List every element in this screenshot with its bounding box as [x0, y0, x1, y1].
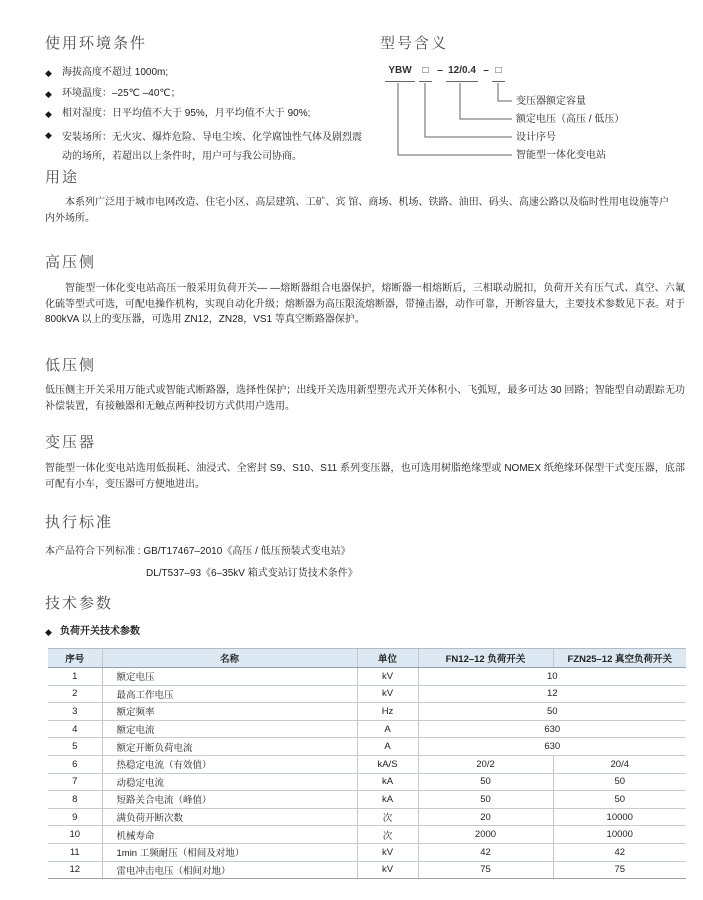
transformer-section-title: 变压器 [45, 434, 97, 451]
usage-paragraph: 本系列广泛用于城市电网改造、住宅小区、高层建筑、工矿、宾 馆、商场、机场、铁路、油田、码头、高速公路以及临时性用电设施等户内外场所。 [45, 197, 669, 224]
table-row [48, 668, 686, 686]
cell-merged-value: 10 [418, 668, 686, 686]
cell-fn-value: 50 [418, 791, 553, 809]
cell-unit: 次 [357, 808, 418, 826]
env-bullet-text: 相对湿度：日平均值不大于 95%，月平均值不大于 90%; [62, 108, 311, 119]
cell-name: 额定开断负荷电流 [102, 738, 357, 756]
cell-unit: kV [357, 685, 418, 703]
cell-name: 额定电流 [102, 720, 357, 738]
env-bullet [45, 87, 375, 101]
col-header-fn12: FN12–12 负荷开关 [418, 649, 553, 668]
transformer-paragraph: 智能型一体化变电站选用低损耗、油浸式、全密封 S9、S10、S11 系列变压器，也可选用树脂绝缘型或 NOMEX 纸绝缘环保型干式变压器，底部可配有小车，变压器可方便地进出。 [45, 463, 685, 490]
table-row [48, 808, 686, 826]
table-row [48, 861, 686, 879]
diamond-bullet-icon: ◆ [45, 129, 52, 140]
model-label-design-no: 设计序号 [516, 132, 556, 143]
env-bullet [45, 66, 375, 80]
cell-name: 雷电冲击电压（相间对地） [102, 861, 357, 879]
cell-unit: kA/S [357, 755, 418, 773]
cell-no: 7 [48, 773, 102, 791]
diamond-bullet-icon: ◆ [45, 68, 52, 78]
env-bullet [45, 107, 375, 121]
cell-fn-value: 50 [418, 773, 553, 791]
cell-fn-value: 20 [418, 808, 553, 826]
cell-merged-value: 630 [418, 738, 686, 756]
cell-fn-value: 42 [418, 843, 553, 861]
cell-no: 2 [48, 685, 102, 703]
cell-name: 动稳定电流 [102, 773, 357, 791]
cell-unit: kV [357, 861, 418, 879]
cell-name: 额定电压 [102, 668, 357, 686]
cell-fzn-value: 50 [553, 791, 686, 809]
col-header-name: 名称 [102, 649, 357, 668]
cell-fzn-value: 10000 [553, 826, 686, 844]
cell-fzn-value: 75 [553, 861, 686, 879]
diamond-bullet-icon: ◆ [45, 109, 52, 119]
cell-merged-value: 12 [418, 685, 686, 703]
cell-name: 满负荷开断次数 [102, 808, 357, 826]
cell-no: 10 [48, 826, 102, 844]
standards-section-title: 执行标准 [45, 514, 114, 531]
cell-name: 热稳定电流（有效值） [102, 755, 357, 773]
model-code-prefix: YBW [385, 64, 415, 82]
table-header-row [48, 649, 686, 668]
cell-name: 额定频率 [102, 703, 357, 721]
hv-section-title: 高压侧 [45, 254, 97, 271]
table-row [48, 843, 686, 861]
cell-fn-value: 20/2 [418, 755, 553, 773]
cell-unit: 次 [357, 826, 418, 844]
model-section-title: 型号含义 [380, 35, 449, 52]
cell-no: 12 [48, 861, 102, 879]
cell-no: 1 [48, 668, 102, 686]
cell-merged-value: 50 [418, 703, 686, 721]
model-code-dash1: – [437, 65, 443, 76]
cell-no: 8 [48, 791, 102, 809]
tech-section-title: 技术参数 [45, 595, 114, 612]
cell-unit: Hz [357, 703, 418, 721]
cell-unit: A [357, 720, 418, 738]
model-code-box2: □ [492, 64, 505, 82]
model-code-box1: □ [419, 64, 432, 82]
usage-section-title: 用途 [45, 169, 80, 186]
model-code-dash2: – [483, 65, 489, 76]
col-header-no: 序号 [48, 649, 102, 668]
table-row [48, 720, 686, 738]
standards-line-2: DL/T537–93《6–35kV 箱式变站订货技术条件》 [146, 568, 358, 579]
env-bullet-text: 安装场所：无火灾、爆炸危险、导电尘埃、化学腐蚀性气体及剧烈震动的场所，若超出以上条件时，用户可与我公司协商。 [62, 131, 362, 162]
table-row [48, 685, 686, 703]
env-bullet [45, 128, 375, 166]
cell-name: 1min 工频耐压（相间及对地） [102, 843, 357, 861]
cell-fzn-value: 10000 [553, 808, 686, 826]
env-bullet-text: 海拔高度不超过 1000m; [62, 67, 169, 78]
cell-no: 6 [48, 755, 102, 773]
diamond-bullet-icon: ◆ [45, 88, 52, 99]
hv-paragraph: 智能型一体化变电站高压一般采用负荷开关— —熔断器组合电器保护，熔断器一相熔断后，三相联动脱扣，负荷开关有压气式、真空、六氟化硫等型式可选，可配电操作机构，实现自动化升级；熔断器为高压限流熔断器，带撞击器，动作可靠，开断容量大，主要技术参数见下表。对于 800kVA 以上的变压器，可选用 ZN12，ZN28，VS1 等真空断路器保护。 [45, 283, 685, 325]
cell-no: 9 [48, 808, 102, 826]
cell-merged-value: 630 [418, 720, 686, 738]
cell-name: 机械寿命 [102, 826, 357, 844]
col-header-unit: 单位 [357, 649, 418, 668]
cell-fn-value: 75 [418, 861, 553, 879]
diamond-bullet-icon: ◆ [45, 626, 52, 637]
env-bullet-list [45, 66, 375, 172]
cell-unit: kA [357, 791, 418, 809]
table-row [48, 755, 686, 773]
cell-no: 5 [48, 738, 102, 756]
cell-unit: A [357, 738, 418, 756]
table-row [48, 703, 686, 721]
env-section-title: 使用环境条件 [45, 35, 148, 52]
col-header-fzn25: FZN25–12 真空负荷开关 [553, 649, 686, 668]
tech-subtitle [45, 625, 140, 639]
model-code-diagram [380, 60, 695, 172]
lv-paragraph: 低压侧主开关采用万能式或智能式断路器，选择性保护；出线开关选用新型塑壳式开关体积小、飞弧短，最多可达 30 回路；智能型自动跟踪无功补偿装置，有接触器和无触点两种投切方式供用户选用。 [45, 385, 685, 412]
table-row [48, 738, 686, 756]
lv-section-title: 低压侧 [45, 357, 97, 374]
cell-fzn-value: 50 [553, 773, 686, 791]
cell-fn-value: 2000 [418, 826, 553, 844]
cell-unit: kV [357, 668, 418, 686]
cell-unit: kA [357, 773, 418, 791]
load-switch-parameters-table [48, 648, 686, 879]
cell-no: 3 [48, 703, 102, 721]
tech-subtitle-text: 负荷开关技术参数 [60, 626, 140, 637]
model-code-mid: 12/0.4 [446, 64, 478, 82]
env-bullet-text: 环境温度：–25℃ –40℃； [62, 87, 181, 99]
model-label-voltage: 额定电压（高压 / 低压） [516, 114, 625, 125]
table-row [48, 826, 686, 844]
cell-no: 11 [48, 843, 102, 861]
table-row [48, 791, 686, 809]
model-label-capacity: 变压器额定容量 [516, 96, 586, 107]
cell-no: 4 [48, 720, 102, 738]
table-row [48, 773, 686, 791]
model-label-station: 智能型一体化变电站 [516, 150, 606, 161]
cell-name: 最高工作电压 [102, 685, 357, 703]
cell-fzn-value: 42 [553, 843, 686, 861]
standards-line-1: 本产品符合下列标准 : GB/T17467–2010《高压 / 低压预装式变电站》 [45, 546, 351, 557]
cell-name: 短路关合电流（峰值） [102, 791, 357, 809]
cell-unit: kV [357, 843, 418, 861]
cell-fzn-value: 20/4 [553, 755, 686, 773]
